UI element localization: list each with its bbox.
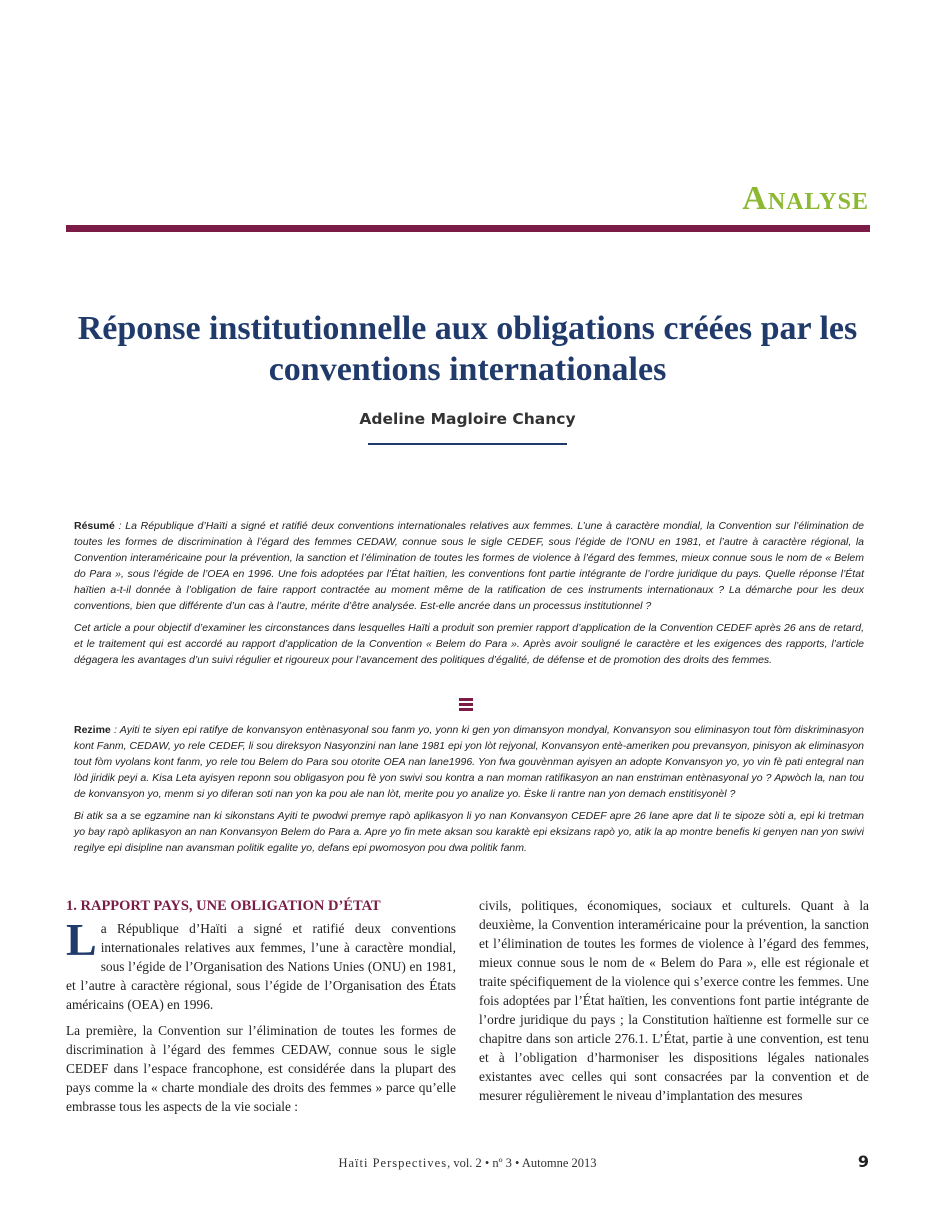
abstract-french [74,518,864,668]
body-paragraph: civils, politiques, économiques, sociaux et culturels. Quant à la deuxième, la Convention interaméricaine pour la prévention, la sanction et l’élimination de toutes les formes de violence à l’égard des femmes, mieux connue sous le nom de « Belem do Para », elle est régionale et traite spécifiquement de la violence qui s’exerce contre les femmes. Une fois adoptées par l’État haïtien, les conventions font partie intégrante de l’ordre juridique du pays ; la Constitution haïtienne est formelle sur ce chapitre dans son article 276.1. L’État, partie à une convention, est tenu et à l’obligation d’harmoniser les dispositions légales nationales existantes avec celles qui sont consacrées par la convention et de mesurer régulièrement le niveau d’implantation des mesures [479,898,869,1103]
author-underline [368,443,567,445]
page-footer [0,1156,935,1171]
page-number: 9 [857,1152,869,1171]
journal-issue: , vol. 2 • nº 3 • Automne 2013 [447,1156,597,1170]
abstract-creole-p1: Rezime : Ayiti te siyen epi ratifye de konvansyon entènasyonal sou fanm yo, yonn ki gen yon dimansyon mondyal, Konvansyon sou eliminasyon tout fòm diskriminasyon kont Fanm, CEDAW, yo rele CEDEF, li sou direksyon Nasyonzini nan lane 1981 epi yon lòt rejyonal, Konvansyon entè-ameriken pou prevansyon, pinisyon ak eliminasyon tout fòm vyolans kont fanm, yo rele tou Belem do Para sou otorite OEA nan lane1996. Yon fwa gouvènman ayisyen an adopte Konvansyon yo, yo vin fè pati entegral nan lòd jiridik peyi a. Kisa Leta ayisyen reponn sou obligasyon pou fè yon swivi sou kontra a nan moman ratifikasyon an nan enstriman entènasyonal yo ? Apwòch la, nan tou de konvansyon yo, menm si yo diferan soti nan yon ka pou ale nan lòt, merite pou yo analize yo. Èske li rantre nan yon demach enstitisyonèl ? [74,724,864,800]
abstract-creole [74,722,864,856]
header-rule [66,225,870,232]
body-column-right [479,896,869,1105]
abstract-creole-label: Rezime [74,724,111,736]
section-label: Analyse [742,180,869,217]
article-title: Réponse institutionnelle aux obligations créées par les conventions internationales [77,310,858,388]
body-paragraph: La République d’Haïti a signé et ratifié deux conventions internationales relatives aux femmes, l’une à caractère mondial, sous l’égide de l’Organisation des Nations Unies (ONU) en 1981, et l’autre à caractère régional, sous l’égide de l’Organisation des États américains (OEA) en 1996. [66,914,456,1012]
article-author: Adeline Magloire Chancy [359,410,576,428]
body-paragraph: La première, la Convention sur l’élimination de toutes les formes de discrimination à l’égard des femmes CEDAW, connue sous le sigle CEDEF dans l’espace francophone, est considérée dans la plupart des pays comme la « charte mondiale des droits des femmes » parce qu’elle embrasse tous les aspects de la vie sociale : [66,1023,456,1114]
drop-cap: L [66,914,97,965]
section-heading: 1. RAPPORT PAYS, UNE OBLIGATION D’ÉTAT [66,898,381,914]
abstract-french-p1: Résumé : La République d’Haïti a signé et ratifié deux conventions internationales relatives aux femmes. L’une à caractère mondial, la Convention sur l’élimination de toutes les formes de discrimination à l’égard des femmes CEDAW, connue sous le sigle CEDEF, sous l’égide de l’ONU en 1981, et l’autre à caractère régional, la Convention interaméricaine pour la prévention, la sanction et l’élimination de toutes les formes de violence à l’égard des femmes, mieux connue sous le nom de « Belem do Para », sous l’égide de l’OEA en 1996. Une fois adoptées par l’État haïtien, les conventions font partie intégrante de l’ordre juridique du pays. Quelle réponse l’État haïtien a-t-il donnée à l’obligation de faire rapport contractée au moment même de la ratification de ces instruments internationaux ? La démarche pour les deux conventions, bien que différente d’un cas à l’autre, mérite d’être analysée. Est-elle ancrée dans un processus institutionnel ? [74,520,864,612]
abstract-creole-p2: Bi atik sa a se egzamine nan ki sikonstans Ayiti te pwodwi premye rapò aplikasyon li yo nan Konvansyon CEDEF apre 26 lane apre dat li te sipoze sòti a, epi ki tretman yo bay rapò aplikasyon an nan Konvansyon Belem do Para a. Apre yo fin mete aksan sou karaktè epi eksizans rapò yo, atik la ap montre benefis ki genyen nan yon swivi regilye epi disipline nan avansman politik egalite yo, defans epi pwomosyon pou dwa politik fanm. [74,810,864,854]
journal-name: Haïti Perspectives [338,1156,448,1170]
abstract-french-label: Résumé [74,520,115,532]
menu-lines-icon [459,698,473,712]
body-column-left [66,896,456,1116]
abstract-french-p2: Cet article a pour objectif d’examiner les circonstances dans lesquelles Haïti a produit son premier rapport d’application de la Convention CEDEF après 26 ans de retard, et le traitement qui est accordé au rapport d’application de la Convention « Belem do Para ». Après avoir souligné le caractère et les exigences des rapports, l’article dégagera les avantages d’un suivi régulier et rigoureux pour l’avancement des politiques d’égalité, de défense et de promotion des droits des femmes. [74,622,864,666]
